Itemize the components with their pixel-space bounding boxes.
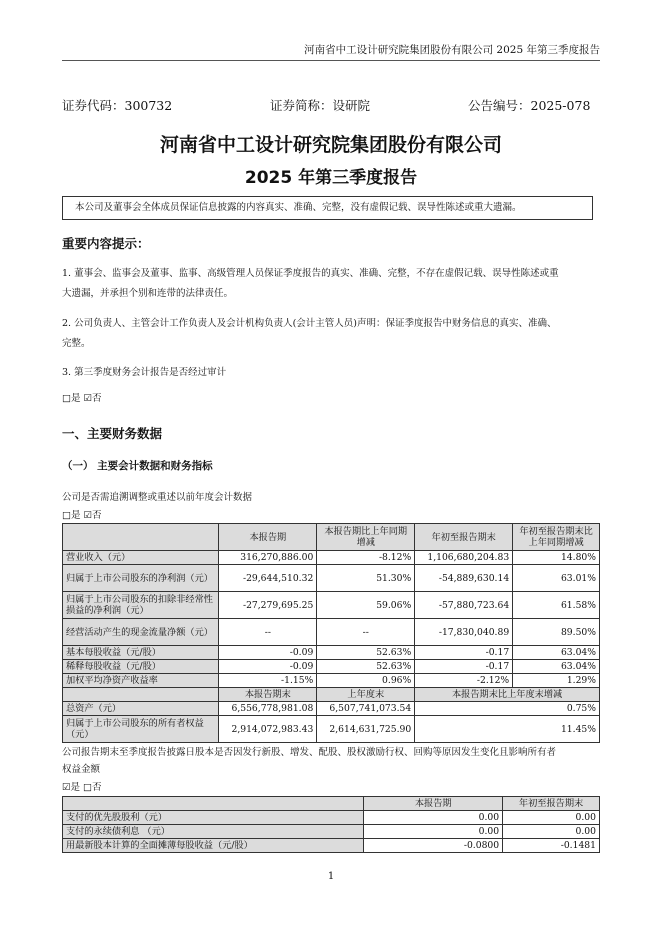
cell: 51.30%: [317, 565, 415, 592]
important-item-2-line-1: 2. 公司负责人、主管会计工作负责人及会计机构负责人(会计主管人员)声明：保证季度报告中财务信息的真实、准确、: [62, 318, 557, 329]
cell: 11.45%: [415, 716, 600, 743]
row-label: 经营活动产生的现金流量净额（元）: [63, 619, 219, 646]
cell: 63.04%: [513, 646, 600, 660]
cell: 6,556,778,981.08: [219, 702, 317, 716]
announcement-number: 公告编号：2025-078: [468, 98, 591, 113]
page-number: 1: [327, 871, 335, 882]
row-label: 归属于上市公司股东的净利润（元）: [63, 565, 219, 592]
share-change-choice: ☑是 □否: [62, 782, 102, 793]
preferred-dividend-table: [62, 796, 600, 853]
table-row: [63, 811, 600, 825]
cell: -1.15%: [219, 674, 317, 688]
header-cell: [63, 688, 219, 702]
share-change-question-line-2: 权益金额: [62, 764, 101, 775]
cell: 1,106,680,204.83: [415, 551, 513, 565]
cell: -0.17: [415, 646, 513, 660]
table-row: [63, 646, 600, 660]
header-cell: 本报告期末比上年度末增减: [415, 688, 600, 702]
cell: -0.1481: [503, 839, 600, 853]
cell: 1.29%: [513, 674, 600, 688]
cell: 0.96%: [317, 674, 415, 688]
table-row: [63, 674, 600, 688]
row-label: 归属于上市公司股东的扣除非经常性损益的净利润（元）: [63, 592, 219, 619]
important-item-3: 3. 第三季度财务会计报告是否经过审计: [62, 367, 227, 378]
row-label: 用最新股本计算的全面摊薄每股收益（元/股）: [63, 839, 364, 853]
cell: 63.04%: [513, 660, 600, 674]
header-cell: 年初至报告期末: [415, 524, 513, 551]
cell: 0.00: [364, 825, 503, 839]
important-item-1-line-1: 1. 董事会、监事会及董事、监事、高级管理人员保证季度报告的真实、准确、完整，不存在虚假记载、误导性陈述或重: [62, 268, 559, 279]
row-label: 支付的优先股股利（元）: [63, 811, 364, 825]
row-label: 营业收入（元）: [63, 551, 219, 565]
cell: 316,270,886.00: [219, 551, 317, 565]
header-cell: 年初至报告期末: [503, 797, 600, 811]
cell: --: [317, 619, 415, 646]
restate-question: 公司是否需追溯调整或重述以前年度会计数据: [62, 492, 253, 503]
header-cell: 本报告期: [364, 797, 503, 811]
cell: --: [219, 619, 317, 646]
cell: -54,889,630.14: [415, 565, 513, 592]
cell: 14.80%: [513, 551, 600, 565]
running-header: 河南省中工设计研究院集团股份有限公司 2025 年第三季度报告: [304, 44, 600, 56]
header-cell: 上年度末: [317, 688, 415, 702]
cell: 0.00: [503, 825, 600, 839]
cell: 0.75%: [415, 702, 600, 716]
cell: -0.0800: [364, 839, 503, 853]
table-row: [63, 825, 600, 839]
balance-header-row: [63, 688, 600, 702]
header-cell: 本报告期比上年同期增减: [317, 524, 415, 551]
section-1-subheading: （一） 主要会计数据和财务指标: [62, 460, 213, 472]
cell: 6,507,741,073.54: [317, 702, 415, 716]
cell: -0.17: [415, 660, 513, 674]
cell: -0.09: [219, 646, 317, 660]
cell: 52.63%: [317, 660, 415, 674]
report-title: 2025 年第三季度报告: [244, 168, 418, 188]
cell: 0.00: [364, 811, 503, 825]
header-cell: 年初至报告期末比上年同期增减: [513, 524, 600, 551]
company-title: 河南省中工设计研究院集团股份有限公司: [159, 134, 502, 156]
table-row: [63, 551, 600, 565]
important-item-2-line-2: 完整。: [62, 338, 91, 349]
cell: 2,614,631,725.90: [317, 716, 415, 743]
header-cell: [63, 797, 364, 811]
main-financial-table: [62, 523, 600, 743]
restate-choice: □是 ☑否: [62, 510, 102, 521]
header-divider: [62, 60, 600, 61]
table-row: [63, 702, 600, 716]
stock-code: 证券代码：300732: [62, 98, 173, 113]
main-table-header-row: [63, 524, 600, 551]
table-row: [63, 565, 600, 592]
header-cell: [63, 524, 219, 551]
cell: -29,644,510.32: [219, 565, 317, 592]
cell: -8.12%: [317, 551, 415, 565]
cell: 89.50%: [513, 619, 600, 646]
cell: 52.63%: [317, 646, 415, 660]
important-item-1-line-2: 大遗漏，并承担个别和连带的法律责任。: [62, 288, 234, 299]
row-label: 基本每股收益（元/股）: [63, 646, 219, 660]
row-label: 加权平均净资产收益率: [63, 674, 219, 688]
table-row: [63, 619, 600, 646]
cell: 0.00: [503, 811, 600, 825]
cell: -2.12%: [415, 674, 513, 688]
row-label: 总资产（元）: [63, 702, 219, 716]
stock-short-name: 证券简称：设研院: [270, 98, 371, 113]
cell: -27,279,695.25: [219, 592, 317, 619]
cell: 59.06%: [317, 592, 415, 619]
disclaimer-box: 本公司及董事会全体成员保证信息披露的内容真实、准确、完整，没有虚假记载、误导性陈述或重大遗漏。: [62, 196, 593, 220]
row-label: 支付的永续债利息 （元）: [63, 825, 364, 839]
audit-choice: □是 ☑否: [62, 393, 102, 404]
cell: 2,914,072,983.43: [219, 716, 317, 743]
cell: 63.01%: [513, 565, 600, 592]
table-row: [63, 592, 600, 619]
header-cell: 本报告期: [219, 524, 317, 551]
row-label: 稀释每股收益（元/股）: [63, 660, 219, 674]
table-row: [63, 839, 600, 853]
header-cell: 本报告期末: [219, 688, 317, 702]
section-1-heading: 一、主要财务数据: [62, 426, 163, 441]
table-row: [63, 660, 600, 674]
important-heading: 重要内容提示：: [62, 236, 150, 251]
cell: -57,880,723.64: [415, 592, 513, 619]
table-row: [63, 716, 600, 743]
table-header-row: [63, 797, 600, 811]
row-label: 归属于上市公司股东的所有者权益（元）: [63, 716, 219, 743]
cell: -17,830,040.89: [415, 619, 513, 646]
cell: -0.09: [219, 660, 317, 674]
cell: 61.58%: [513, 592, 600, 619]
share-change-question-line-1: 公司报告期末至季度报告披露日股本是否因发行新股、增发、配股、股权激励行权、回购等原因发生变化且影响所有者: [62, 747, 557, 758]
